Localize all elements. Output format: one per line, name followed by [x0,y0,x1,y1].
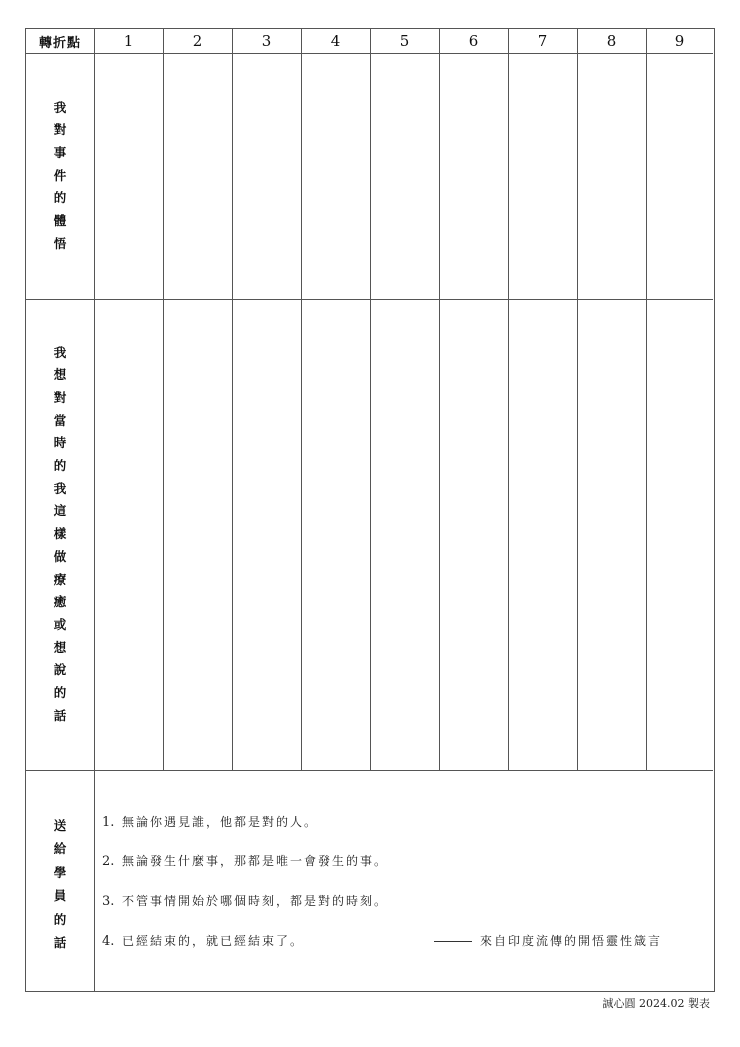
column-header-8: 8 [606,32,617,50]
turning-point-worksheet-table [25,28,715,992]
label-char: 做 [53,548,67,564]
column-header-7: 7 [537,32,548,50]
label-char: 的 [53,190,67,206]
quote-number: 2. [102,854,115,869]
column-header-9: 9 [674,32,685,50]
label-char: 對 [53,389,67,405]
row-label-gift-to-students [26,809,94,959]
column-divider [439,29,440,770]
column-header-3: 3 [261,32,272,50]
column-divider [646,29,647,770]
label-char: 想 [53,367,67,383]
footer-credit: 誠心圓 2024.02 製表 [602,997,710,1010]
row-label-insight [26,53,94,299]
column-header-4: 4 [330,32,341,50]
label-char: 癒 [53,594,67,610]
column-header-1: 1 [123,32,134,50]
label-char: 事 [53,144,67,160]
label-char: 悟 [53,235,67,251]
column-divider [301,29,302,770]
label-char: 的 [53,458,67,474]
quote-number: 3. [102,894,115,909]
label-char: 我 [53,99,67,115]
quote-number: 1. [102,815,115,830]
label-column-divider [94,29,95,991]
header-turning-point-label: 轉折點 [38,35,81,51]
label-char: 當 [53,412,67,428]
quote-item-4 [102,932,304,949]
label-char: 療 [53,571,67,587]
quote-item-2 [102,852,388,869]
quote-item-1 [102,813,318,830]
label-char: 或 [53,616,67,632]
label-char: 我 [53,344,67,360]
column-divider [370,29,371,770]
label-char: 話 [53,707,67,723]
label-char: 話 [53,935,67,950]
label-char: 件 [53,167,67,183]
label-char: 我 [53,480,67,496]
label-char: 學 [53,864,67,880]
column-header-2: 2 [192,32,203,50]
column-header-6: 6 [468,32,479,50]
column-divider [232,29,233,770]
label-char: 這 [53,503,67,519]
quote-source [434,932,662,949]
label-char: 想 [53,639,67,655]
column-divider [163,29,164,770]
row-label-healing-words [26,299,94,770]
column-header-5: 5 [399,32,410,50]
quote-text: 無論發生什麼事，那都是唯一會發生的事。 [122,854,389,868]
quote-item-3 [102,892,388,909]
quote-number: 4. [102,934,115,949]
column-divider [508,29,509,770]
label-char: 體 [53,213,67,229]
label-char: 給 [53,841,67,856]
label-char: 對 [53,122,67,138]
quote-text: 無論你遇見誰，他都是對的人。 [122,815,319,829]
quote-text: 已經結束的，就已經結束了。 [122,934,305,948]
label-char: 的 [53,911,67,927]
column-divider [577,29,578,770]
label-char: 的 [53,685,67,701]
row2-divider [26,770,713,771]
label-char: 樣 [53,526,67,542]
quote-text: 不管事情開始於哪個時刻，都是對的時刻。 [122,894,389,908]
label-char: 時 [53,435,67,451]
label-char: 送 [53,817,67,833]
em-dash-line [434,941,472,942]
label-char: 說 [53,662,67,678]
label-char: 員 [53,888,67,903]
quote-source-text: 來自印度流傳的開悟靈性箴言 [480,934,663,948]
